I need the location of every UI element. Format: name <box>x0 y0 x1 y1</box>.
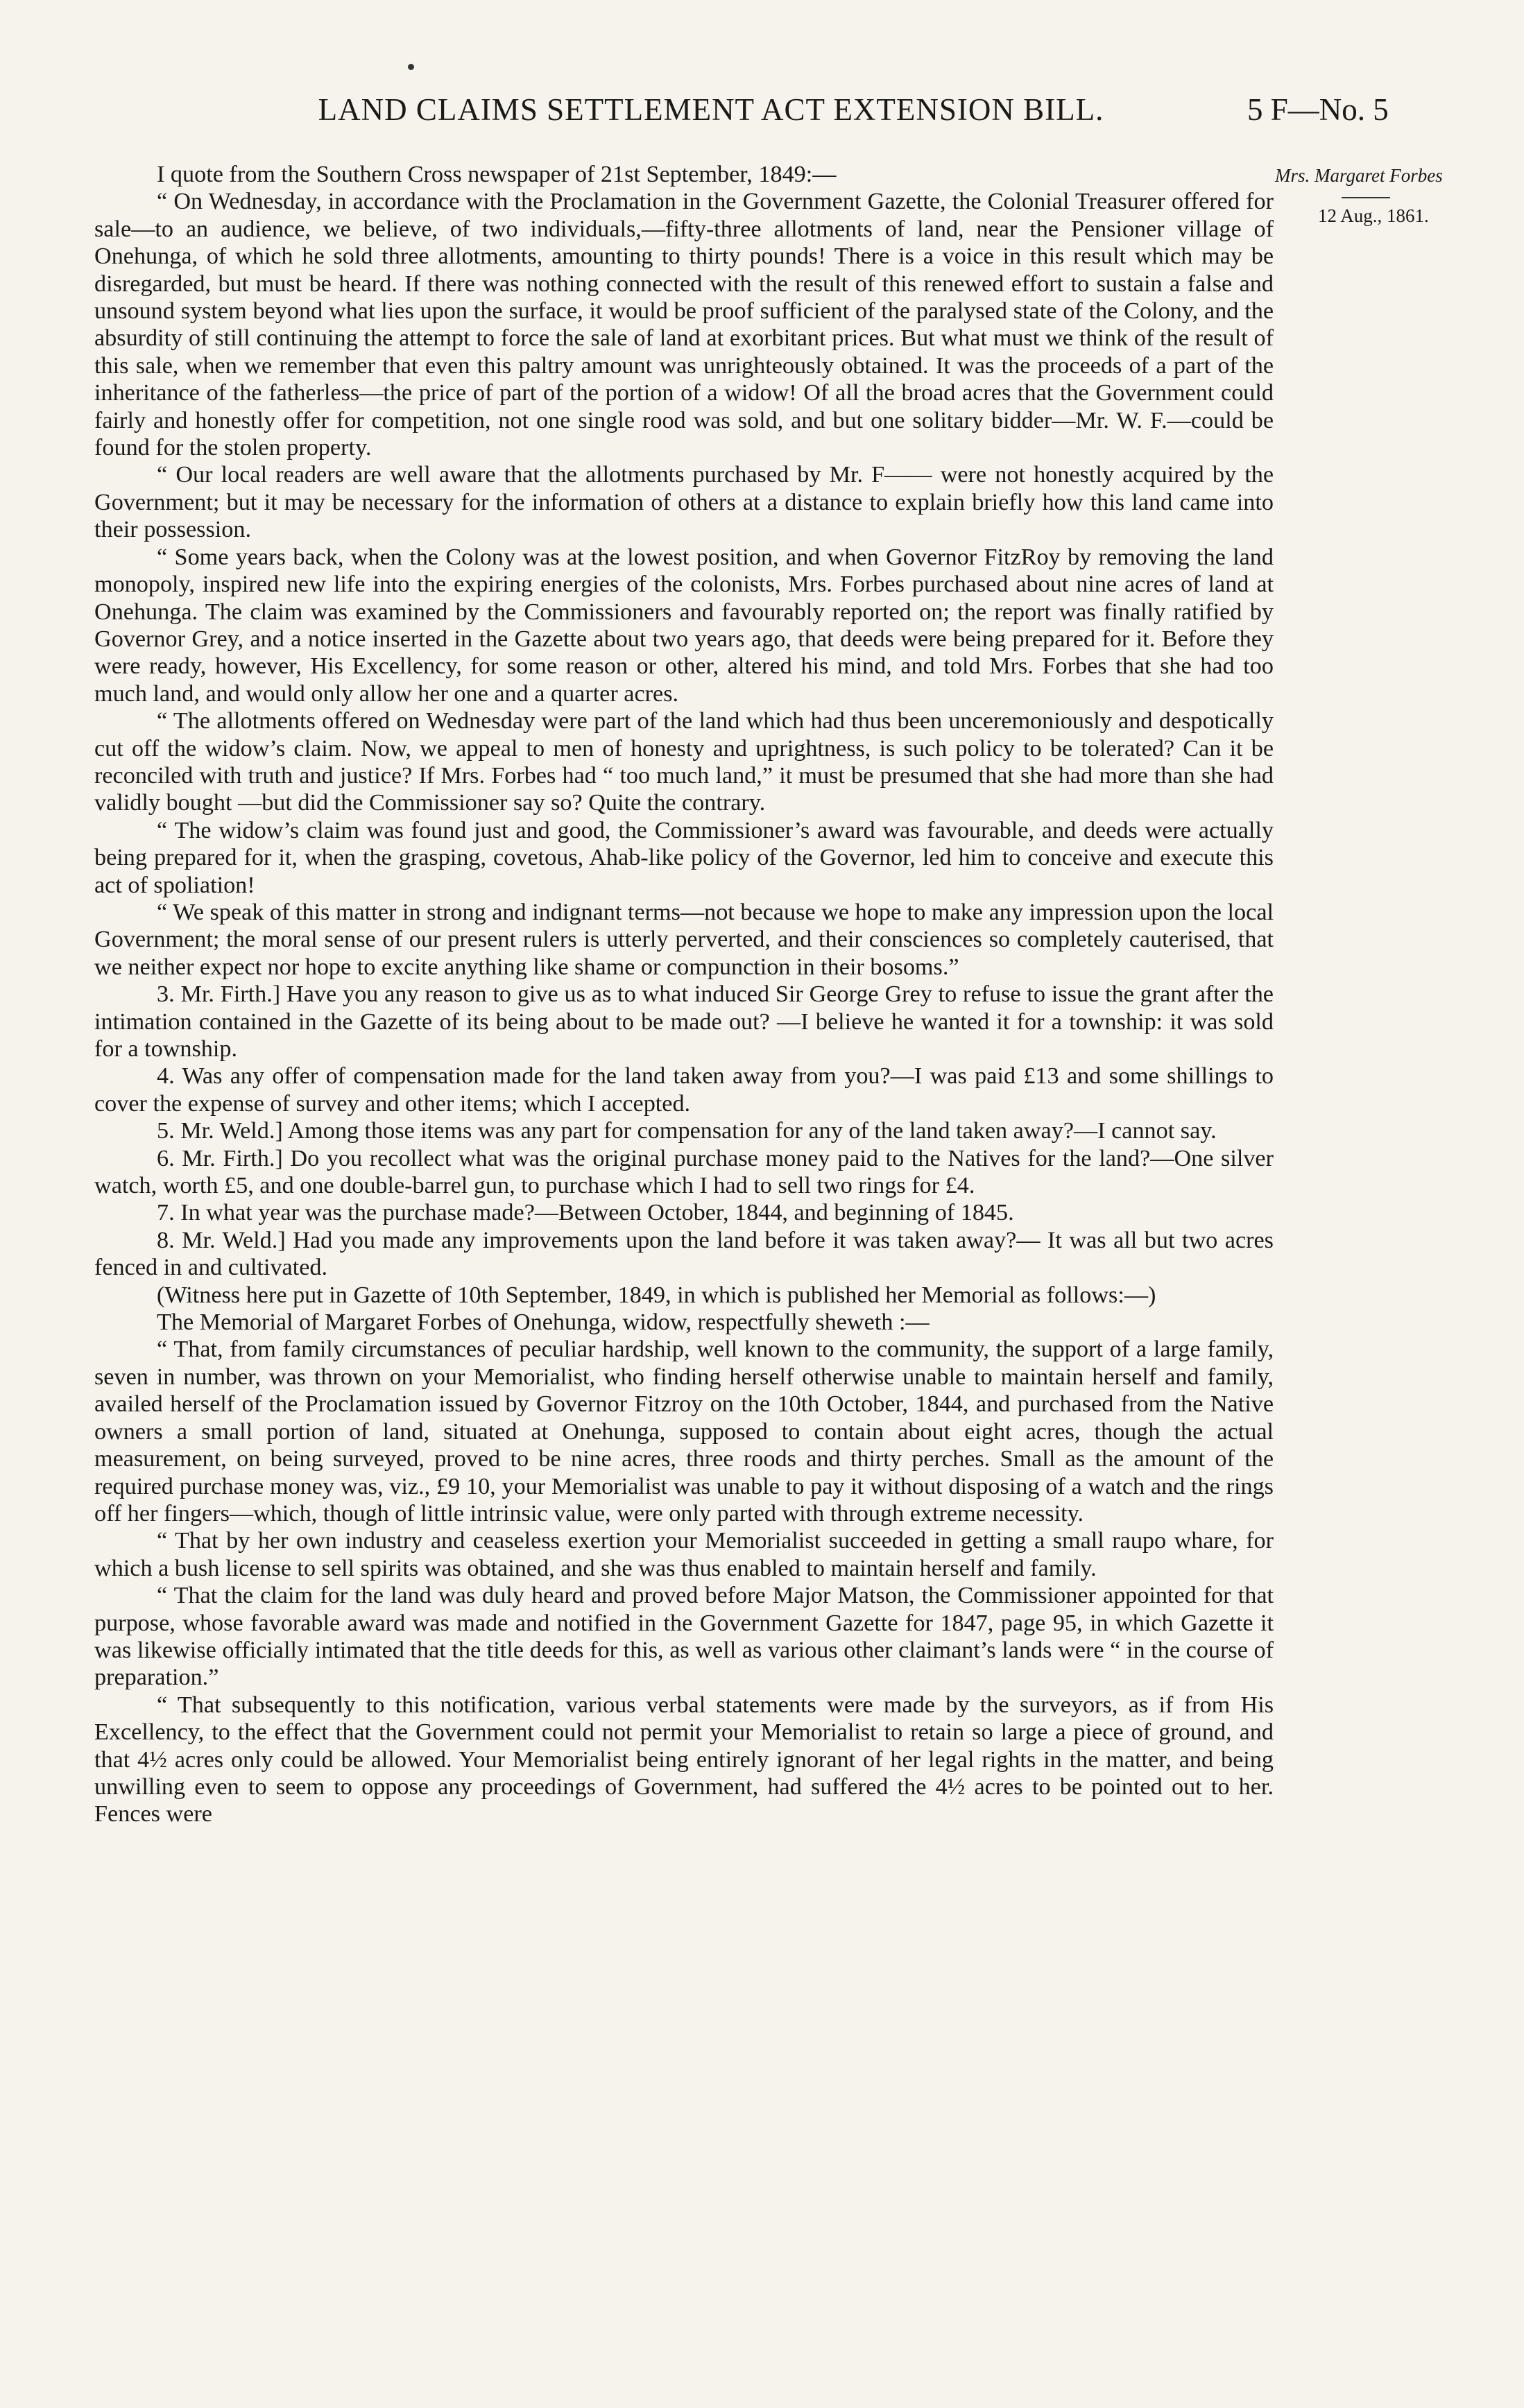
paragraph: “ That by her own industry and ceaseless exertion your Memorialist succeeded in getting a small raupo whare, for which a bush license to sell spirits was obtained, and she was thus enabled to maintain herself and family. <box>94 1528 1274 1581</box>
paragraph: “ That, from family circumstances of peculiar hardship, well known to the community, the support of a large family, seven in number, was thrown on your Memorialist, who finding herself otherwise unable to maintain herself and family, availed herself of the Proclamation issued by Governor Fitzroy on the 10th October, 1844, and purchased from the Native owners a small portion of land, situated at Onehunga, supposed to contain about eight acres, though the actual measurement, on being surveyed, proved to be nine acres, three roods and thirty perches. Small as the amount of the required purchase money was, viz., £9 10, your Memorialist was unable to pay it without disposing of a watch and the rings off her fingers—which, though of little intrinsic value, were only parted with through extreme necessity. <box>94 1336 1274 1526</box>
paragraph: 4. Was any offer of compensation made for the land taken away from you?—I was paid £13 and some shillings to cover the expense of survey and other items; which I accepted. <box>94 1063 1274 1117</box>
paragraph: 7. In what year was the purchase made?—Between October, 1844, and beginning of 1845. <box>157 1200 1014 1226</box>
paragraph: “ That the claim for the land was duly heard and proved before Major Matson, the Commissioner appointed for that purpose, whose favorable award was made and notified in the Government Gazette for 1847, page 95, in which Gazette it was likewise officially intimated that the title deeds for this, as well as various other claimant’s lands were “ in the course of preparation.” <box>94 1583 1274 1691</box>
paragraph: “ The allotments offered on Wednesday were part of the land which had thus been unceremoniously and despotically cut off the widow’s claim. Now, we appeal to men of honesty and uprightness, is such policy to be tolerated? Can it be reconciled with truth and justice? If Mrs. Forbes had “ too much land,” it must be presumed that she had more than she had validly bought —but did the Commissioner say so? Quite the contrary. <box>94 708 1274 816</box>
paragraph: 5. Mr. Weld.] Among those items was any part for compensation for any of the land taken away?—I cannot say. <box>157 1118 1217 1144</box>
paragraph: “ Some years back, when the Colony was at the lowest position, and when Governor FitzRoy by removing the land monopoly, inspired new life into the expiring energies of the colonists, Mrs. Forbes purchased about nine acres of land at Onehunga. The claim was examined by the Commissioners and favourably reported on; the report was finally ratified by Governor Grey, and a notice inserted in the Gazette about two years ago, that deeds were being prepared for it. Before they were ready, however, His Excellency, for some reason or other, altered his mind, and told Mrs. Forbes that she had too much land, and would only allow her one and a quarter acres. <box>94 544 1274 707</box>
paragraph: (Witness here put in Gazette of 10th September, 1849, in which is published her Memorial as follows:—) <box>157 1282 1156 1308</box>
paragraph: “ Our local readers are well aware that the allotments purchased by Mr. F—— were not honestly acquired by the Government; but it may be necessary for the information of others at a distance to explain briefly how this land came into their possession. <box>94 462 1274 543</box>
ink-dot <box>408 64 414 70</box>
paragraph: 8. Mr. Weld.] Had you made any improvements upon the land before it was taken away?— It was all but two acres fenced in and cultivated. <box>94 1227 1274 1281</box>
paragraph: “ The widow’s claim was found just and good, the Commissioner’s award was favourable, and deeds were actually being prepared for it, when the grasping, covetous, Ahab-like policy of the Governor, led him to conceive and execute this act of spoliation! <box>94 817 1274 898</box>
page-title: LAND CLAIMS SETTLEMENT ACT EXTENSION BILL. <box>318 92 1104 127</box>
paragraph: The Memorial of Margaret Forbes of Onehunga, widow, respectfully sheweth :— <box>157 1309 930 1336</box>
paragraph: I quote from the Southern Cross newspaper of 21st September, 1849:— <box>157 162 837 187</box>
paragraph: 3. Mr. Firth.] Have you any reason to give us as to what induced Sir George Grey to refuse to issue the grant after the intimation contained in the Gazette of its being about to be made out? —I believe he wanted it for a township: it was sold for a township. <box>94 981 1274 1062</box>
margin-date: 12 Aug., 1861. <box>1318 205 1429 226</box>
paragraph: 6. Mr. Firth.] Do you recollect what was the original purchase money paid to the Natives for the land?—One silver watch, worth £5, and one double-barrel gun, to purchase which I had to sell two rings for £4. <box>94 1145 1274 1199</box>
paragraph: “ On Wednesday, in accordance with the Proclamation in the Government Gazette, the Colonial Treasurer offered for sale—to an audience, we believe, of two individuals,—fifty-three allotments of land, near the Pensioner village of Onehunga, of which he sold three allotments, amounting to thirty pounds! There is a voice in this result which may be disregarded, but must be heard. If there was nothing connected with the result of this renewed effort to sustain a false and unsound system beyond what lies upon the surface, it would be proof sufficient of the paralysed state of the Colony, and the absurdity of still continuing the attempt to force the sale of land at exorbitant prices. But what must we think of the result of this sale, when we remember that even this paltry amount was unrighteously obtained. It was the proceeds of a part of the inheritance of the fatherless—the price of part of the portion of a widow! Of all the broad acres that the Government could fairly and honestly offer for competition, not one single rood was sold, and but one solitary bidder—Mr. W. F.—could be found for the stolen property. <box>94 189 1274 461</box>
paragraph: “ That subsequently to this notification, various verbal statements were made by the surveyors, as if from His Excellency, to the effect that the Government could not permit your Memorialist to retain so large a piece of ground, and that 4½ acres only could be allowed. Your Memorialist being entirely ignorant of her legal rights in the matter, and being unwilling even to seem to oppose any proceedings of Government, had suffered the 4½ acres to be pointed out to her. Fences were <box>94 1692 1274 1828</box>
margin-divider <box>1342 197 1390 198</box>
body-text <box>94 161 1274 1828</box>
paragraph: “ We speak of this matter in strong and indignant terms—not because we hope to make any impression upon the local Government; the moral sense of our present rulers is utterly perverted, and their consciences so completely cauterised, that we neither expect nor hope to excite anything like shame or compunction in their bosoms.” <box>94 899 1274 980</box>
paper-reference: 5 F—No. 5 <box>1247 92 1389 127</box>
margin-witness-name: Mrs. Margaret Forbes <box>1275 165 1443 186</box>
